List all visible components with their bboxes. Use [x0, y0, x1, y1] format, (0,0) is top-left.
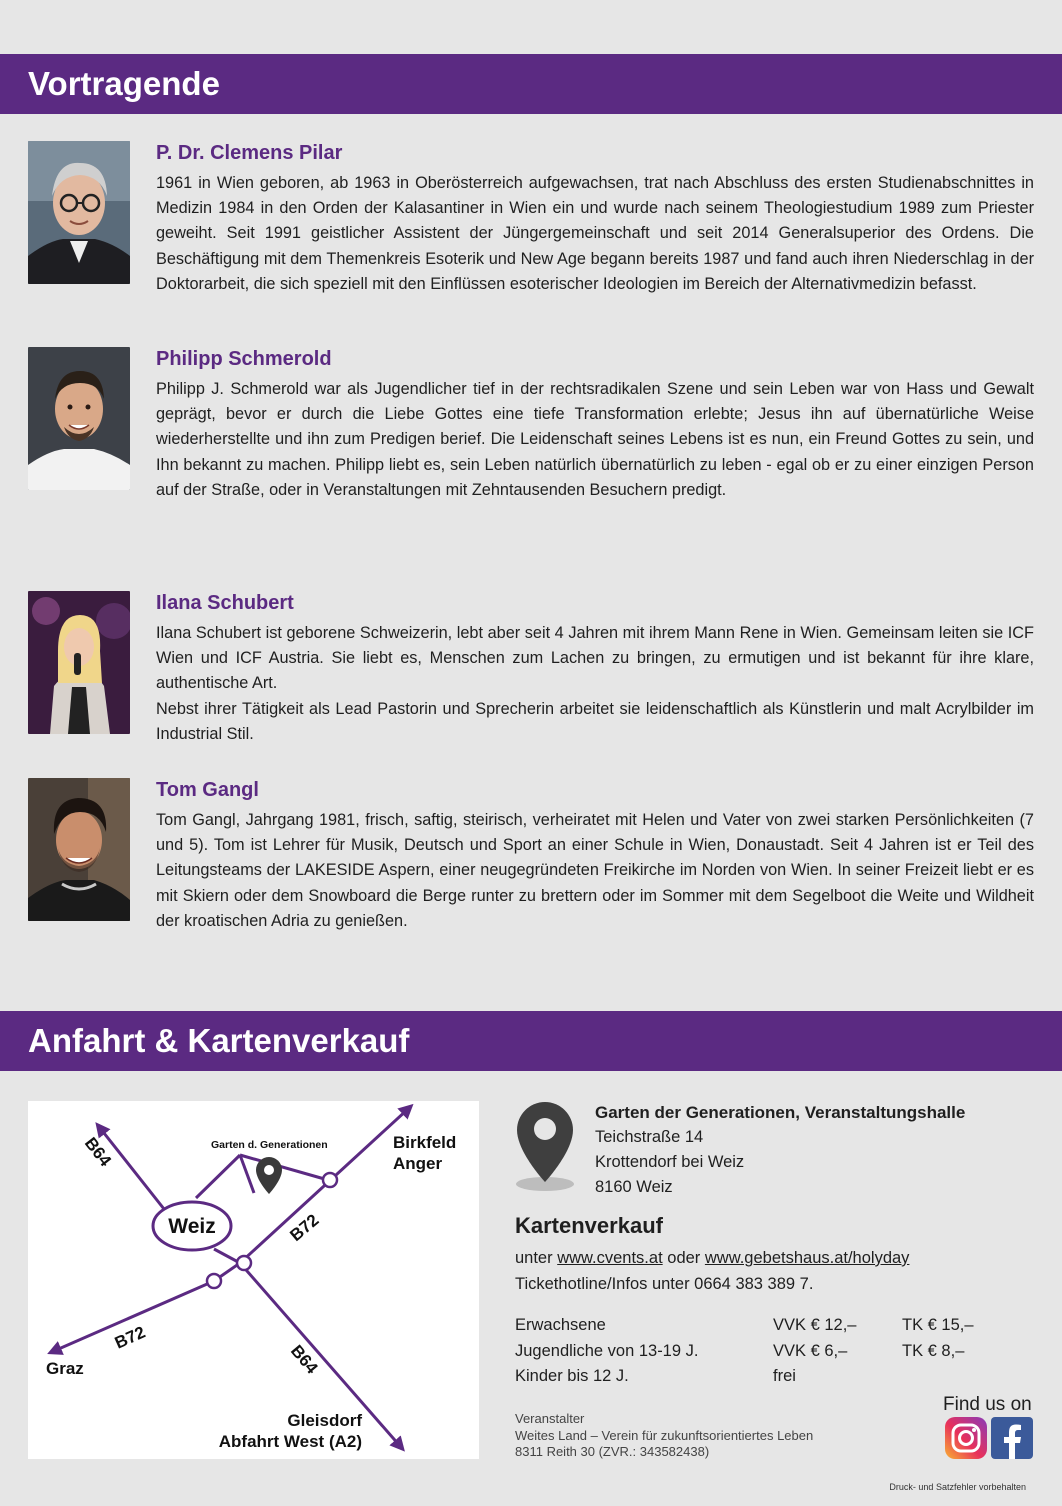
organizer-info [515, 1411, 813, 1461]
price-vvk: VVK € 6,– [773, 1341, 848, 1360]
speaker-photo [28, 141, 130, 284]
section-header-speakers [0, 54, 1062, 114]
location-pin-icon [513, 1100, 577, 1197]
speaker-photo [28, 347, 130, 490]
price-row [515, 1313, 995, 1339]
price-tk: TK € 15,– [902, 1316, 974, 1334]
map-label-gleisdorf: Gleisdorf [287, 1411, 362, 1430]
organizer-label: Veranstalter [515, 1411, 585, 1426]
map-label-abfahrt: Abfahrt West (A2) [218, 1432, 362, 1451]
price-table [515, 1313, 995, 1390]
tickets-prefix: unter [515, 1249, 553, 1267]
disclaimer: Druck- und Satzfehler vorbehalten [889, 1482, 1026, 1492]
section-header-directions [0, 1011, 1062, 1071]
tickets-middle: oder [667, 1249, 701, 1267]
map-label-anger: Anger [393, 1154, 443, 1173]
map-label-graz: Graz [46, 1359, 84, 1378]
tickets-hotline: Tickethotline/Infos unter 0664 383 389 7. [515, 1275, 814, 1293]
price-tk: TK € 8,– [902, 1341, 965, 1360]
organizer-address: 8311 Reith 30 (ZVR.: 343582438) [515, 1444, 710, 1459]
price-label: Jugendliche von 13-19 J. [515, 1341, 699, 1360]
speaker-body [156, 778, 1034, 934]
speaker-clemens-pilar [28, 141, 1034, 331]
speaker-name: P. Dr. Clemens Pilar [156, 142, 343, 164]
section-title: Anfahrt & Kartenverkauf [28, 1022, 410, 1059]
cvents-link[interactable]: www.cvents.at [557, 1249, 663, 1267]
speaker-bio: Philipp J. Schmerold war als Jugendlicher tief in der rechtsradikalen Szene und sein Leben war von Hass und Gewalt geprägt, bevor er durch die Liebe Gottes eine tiefe Transformation erlebte; Jesus ihn auf übernatürliche Weise wiederherstellte und ihn zum Predigen berief. Die Leidenschaft seines Lebens ist es nun, ein Freund Gottes zu sein, und Ihn bekannt zu machen. Philipp liebt es, sein Leben natürlich übernatürlich zu leben - egal ob er zu einer einzigen Person auf der Straße, oder in Veranstaltungen mit Zehntausenden Besuchern predigt. [156, 380, 1034, 499]
speaker-ilana-schubert [28, 591, 1034, 751]
venue-city: 8160 Weiz [595, 1178, 673, 1196]
price-row [515, 1364, 995, 1390]
map-label-b64-north: B64 [80, 1133, 116, 1171]
tickets-title: Kartenverkauf [515, 1213, 663, 1238]
section-title: Vortragende [28, 65, 220, 102]
price-label: Erwachsene [515, 1316, 606, 1334]
map-label-b72-east: B72 [286, 1210, 323, 1246]
map-label-b64-south: B64 [286, 1341, 322, 1378]
speaker-philipp-schmerold [28, 347, 1034, 507]
venue-street: Teichstraße 14 [595, 1128, 704, 1146]
road-map [28, 1101, 479, 1459]
location-pin-icon [256, 1157, 282, 1194]
speaker-bio: Tom Gangl, Jahrgang 1981, frisch, saftig, steirisch, verheiratet mit Helen und Vater von zwei starken Persönlichkeiten (7 und 5). Tom ist Lehrer für Musik, Deutsch und Sport an einer Schule in Wien, Donaustadt. Seit 4 Jahren ist er Teil des Leitungsteams der LAKESIDE Aspern, einer neugegründeten Freikirche im Norden von Wien. In seiner Freizeit liebt er es mit Skiern oder dem Snowboard die Berge runter zu brettern oder im Sommer mit dem Segelboot die Weite und Wildheit der kroatischen Adria zu genießen. [156, 811, 1034, 930]
price-vvk: frei [773, 1367, 796, 1385]
speaker-name: Ilana Schubert [156, 592, 294, 614]
map-label-b72-west: B72 [111, 1322, 149, 1353]
price-row [515, 1339, 995, 1365]
speaker-bio [156, 621, 1034, 747]
price-vvk: VVK € 12,– [773, 1316, 857, 1334]
speaker-name: Tom Gangl [156, 779, 259, 801]
speaker-bio-paragraph: Nebst ihrer Tätigkeit als Lead Pastorin und Sprecherin arbeitet sie leidenschaftlich als Künstlerin und malt Acrylbilder im Industrial Stil. [156, 699, 1034, 743]
gebetshaus-link[interactable]: www.gebetshaus.at/holyday [704, 1249, 910, 1267]
venue-place: Krottendorf bei Weiz [595, 1153, 745, 1171]
facebook-icon[interactable] [991, 1417, 1033, 1459]
tickets-links [515, 1249, 909, 1268]
map-label-weiz: Weiz [168, 1215, 216, 1238]
speaker-photo [28, 778, 130, 921]
price-label: Kinder bis 12 J. [515, 1367, 629, 1385]
venue-name: Garten der Generationen, Veranstaltungshalle [595, 1103, 966, 1122]
venue-address [595, 1100, 965, 1200]
speaker-bio: 1961 in Wien geboren, ab 1963 in Oberösterreich aufgewachsen, trat nach Abschluss des ersten Studienabschnittes in Medizin 1984 in den Orden der Kalasantiner in Wien ein und wurde nach seinem Theologiestudium 1989 zum Priester geweiht. Seit 1991 geistlicher Assistent der Jüngergemeinschaft und seit 2014 Generalsuperior des Ordens. Die Beschäftigung mit dem Themenkreis Esoterik und New Age begann bereits 1987 und fand auch ihren Niederschlag in der Doktorarbeit, die sich speziell mit den Einflüssen esoterischer Ideologien im Bereich der Alternativmedizin befasst. [156, 174, 1034, 293]
speaker-body [156, 141, 1034, 297]
find-us-label: Find us on [943, 1394, 1032, 1415]
map-label-birkfeld: Birkfeld [393, 1133, 457, 1152]
speaker-bio-paragraph: Ilana Schubert ist geborene Schweizerin, lebt aber seit 4 Jahren mit ihrem Mann Rene in Wien. Gemeinsam leiten sie ICF Wien und ICF Austria. Sie liebt es, Menschen zum Lachen zu bringen, zu ermutigen und ist bekannt für ihre klare, authentische Art. [156, 624, 1034, 693]
speaker-photo [28, 591, 130, 734]
instagram-icon[interactable] [945, 1417, 987, 1459]
map-label-venue: Garten d. Generationen [211, 1139, 328, 1151]
speaker-tom-gangl [28, 778, 1034, 938]
organizer-name: Weites Land – Verein für zukunftsorientiertes Leben [515, 1427, 814, 1443]
speaker-name: Philipp Schmerold [156, 348, 332, 370]
speaker-body [156, 347, 1034, 503]
speaker-body [156, 591, 1034, 747]
